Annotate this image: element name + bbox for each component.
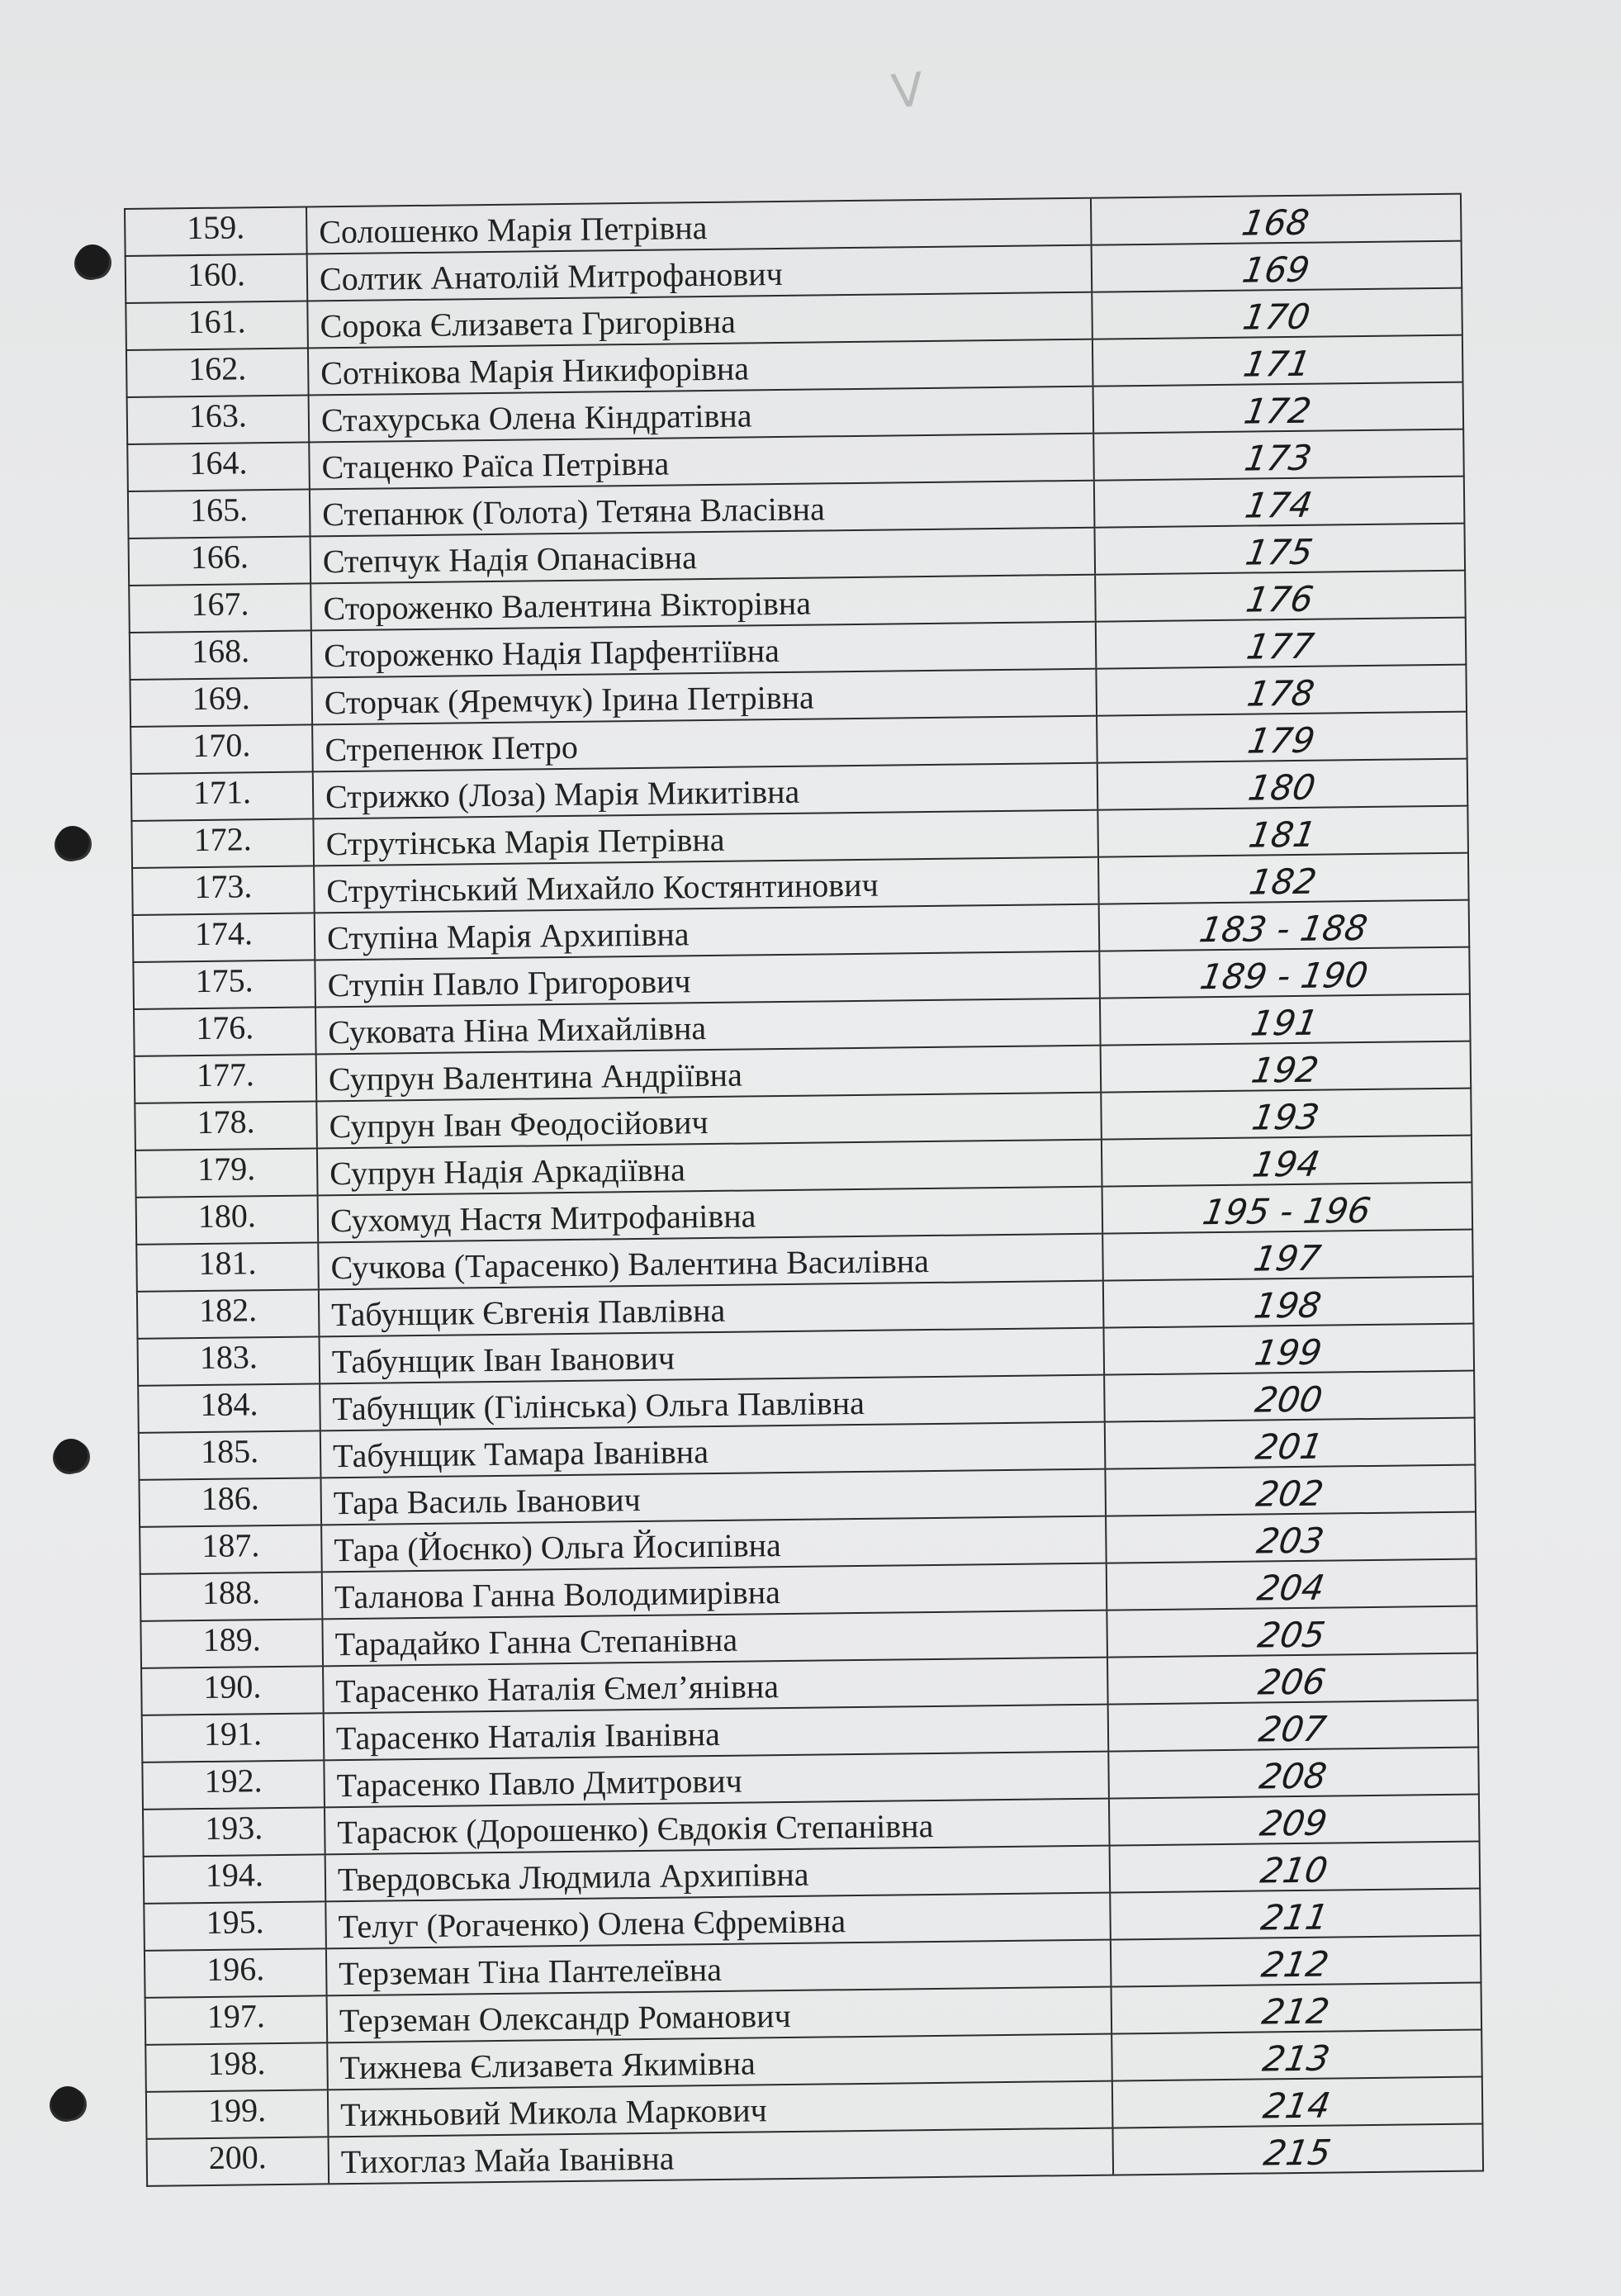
row-number: 193. <box>144 1808 326 1855</box>
person-name: Сторчак (Яремчук) Ірина Петрівна <box>312 670 1097 724</box>
page-number: 208 <box>1256 1755 1330 1797</box>
page-number: 212 <box>1259 1990 1333 2033</box>
page-number: 200 <box>1252 1378 1325 1421</box>
page-number: 209 <box>1257 1802 1330 1844</box>
row-number: 160. <box>126 254 309 301</box>
row-number: 162. <box>127 349 310 396</box>
person-name: Тарасенко Павло Дмитрович <box>325 1753 1110 1807</box>
row-number: 165. <box>129 490 311 537</box>
person-name: Твердовська Людмила Архипівна <box>326 1847 1111 1901</box>
person-name: Ступін Павло Григорович <box>315 952 1101 1007</box>
page-number: 171 <box>1240 343 1314 385</box>
person-name: Сухомуд Настя Митрофанівна <box>319 1188 1104 1242</box>
person-name: Сорока Єлизавета Григорівна <box>308 293 1093 348</box>
person-name: Стороженко Надія Парфентіївна <box>312 623 1097 677</box>
row-number: 166. <box>130 537 312 584</box>
person-name: Табунщик Євгенія Павлівна <box>320 1282 1105 1336</box>
row-number: 195. <box>145 1902 327 1949</box>
row-number: 187. <box>140 1525 323 1573</box>
person-name: Супрун Валентина Андріївна <box>317 1046 1102 1101</box>
page-number: 180 <box>1245 766 1319 809</box>
person-name: Струтінська Марія Петрівна <box>314 811 1099 866</box>
check-mark: V <box>889 63 927 120</box>
person-name: Тарасенко Наталія Іванівна <box>325 1705 1110 1760</box>
person-name: Стрижко (Лоза) Марія Микитівна <box>314 764 1099 818</box>
person-name: Струтінський Михайло Костянтинович <box>315 858 1100 913</box>
page-number: 175 <box>1242 531 1316 573</box>
page-number: 204 <box>1254 1567 1328 1609</box>
person-name: Стахурська Олена Кіндратівна <box>310 387 1095 442</box>
person-name: Тарадайко Ганна Степанівна <box>323 1611 1108 1666</box>
punch-hole-icon <box>56 826 89 859</box>
person-name: Табунщик Тамара Іванівна <box>321 1423 1107 1478</box>
person-name: Степчук Надія Опанасівна <box>311 529 1097 583</box>
page-number: 207 <box>1256 1708 1330 1750</box>
page-number: 210 <box>1258 1849 1331 1891</box>
row-number: 181. <box>137 1243 320 1290</box>
person-name: Сучкова (Тарасенко) Валентина Василівна <box>319 1235 1104 1289</box>
row-number: 172. <box>132 819 315 866</box>
row-number: 183. <box>139 1337 321 1384</box>
page-number: 192 <box>1249 1049 1322 1091</box>
page-number: 182 <box>1246 861 1320 903</box>
page-number: 178 <box>1244 672 1318 714</box>
page-number: 181 <box>1245 814 1320 856</box>
row-number: 175. <box>134 961 316 1008</box>
page-number: 193 <box>1249 1096 1322 1138</box>
page-number: 213 <box>1259 2037 1333 2080</box>
row-number: 192. <box>143 1761 325 1808</box>
person-name: Сотнікова Марія Никифорівна <box>309 340 1094 395</box>
row-number: 163. <box>128 396 310 443</box>
person-name: Тара Василь Іванович <box>321 1470 1107 1525</box>
row-number: 190. <box>142 1667 325 1714</box>
page-number: 183 - 188 <box>1197 907 1371 951</box>
person-name: Тихоглаз Майа Іванівна <box>329 2129 1115 2184</box>
row-number: 197. <box>146 1996 329 2043</box>
person-name: Терземан Тіна Пантелеївна <box>327 1941 1112 1995</box>
page-number: 179 <box>1244 719 1318 761</box>
person-name: Табунщик Іван Іванович <box>320 1329 1106 1383</box>
page-number: 214 <box>1260 2085 1334 2127</box>
punch-hole-icon <box>76 244 109 278</box>
row-number: 198. <box>146 2043 329 2090</box>
person-name: Суковата Ніна Михайлівна <box>316 999 1102 1054</box>
row-number: 184. <box>139 1384 321 1431</box>
page-number: 211 <box>1258 1896 1331 1938</box>
person-name: Тижньовий Микола Маркович <box>329 2082 1114 2137</box>
person-name: Солошенко Марія Петрівна <box>307 199 1093 254</box>
page-number: 177 <box>1244 625 1317 667</box>
person-name: Стороженко Валентина Вікторівна <box>311 576 1097 630</box>
row-number: 188. <box>141 1573 324 1620</box>
page-number: 176 <box>1243 578 1316 620</box>
row-number: 180. <box>137 1196 320 1243</box>
page-number: 169 <box>1239 249 1313 291</box>
person-name: Супрун Надія Аркадіївна <box>318 1141 1103 1195</box>
person-name: Таланова Ганна Володимирівна <box>323 1564 1108 1619</box>
person-name: Стаценко Раїса Петрівна <box>310 434 1095 489</box>
person-name: Тара (Йоєнко) Ольга Йосипівна <box>322 1517 1107 1572</box>
person-name: Степанюк (Голота) Тетяна Власівна <box>310 481 1096 536</box>
row-number: 161. <box>126 301 309 349</box>
row-number: 167. <box>130 584 312 631</box>
row-number: 169. <box>130 678 313 725</box>
page-number: 198 <box>1251 1284 1325 1326</box>
person-name: Терземан Олександр Романович <box>328 1988 1113 2042</box>
page-number: 174 <box>1242 484 1315 526</box>
person-name: Стрепенюк Петро <box>313 717 1098 771</box>
page-number: 197 <box>1250 1237 1324 1279</box>
row-number: 194. <box>145 1855 327 1902</box>
person-name: Солтик Анатолій Митрофанович <box>308 246 1093 301</box>
row-number: 191. <box>143 1714 325 1761</box>
row-number: 176. <box>135 1008 317 1055</box>
page-number: 172 <box>1241 390 1315 432</box>
person-name: Супрун Іван Феодосійович <box>317 1093 1102 1148</box>
page-number: 194 <box>1249 1143 1323 1185</box>
page-number: 191 <box>1248 1002 1321 1044</box>
row-number: 171. <box>132 772 315 819</box>
row-number: 168. <box>130 631 313 678</box>
person-name: Тарасенко Наталія Ємел’янівна <box>324 1658 1109 1713</box>
row-number: 178. <box>135 1102 318 1149</box>
page-number: 203 <box>1254 1520 1327 1562</box>
row-number: 179. <box>136 1149 319 1196</box>
person-name: Ступіна Марія Архипівна <box>315 905 1101 960</box>
page-number: 215 <box>1260 2132 1334 2174</box>
page-number: 195 - 196 <box>1200 1189 1374 1233</box>
row-number: 164. <box>128 443 310 490</box>
row-number: 200. <box>148 2137 330 2185</box>
row-number: 186. <box>140 1478 322 1525</box>
person-name: Тижнева Єлизавета Якимівна <box>328 2035 1113 2090</box>
person-name: Телуг (Рогаченко) Олена Єфремівна <box>326 1894 1111 1948</box>
punch-hole-icon <box>51 2086 84 2119</box>
page-number: 199 <box>1251 1331 1325 1373</box>
row-number: 199. <box>147 2090 329 2137</box>
punch-hole-icon <box>55 1439 88 1472</box>
row-number: 174. <box>134 913 316 961</box>
row-number: 177. <box>135 1055 318 1102</box>
register-table <box>124 193 1484 2187</box>
page-number: 212 <box>1258 1943 1332 1985</box>
page-number: 189 - 190 <box>1197 954 1372 998</box>
row-number: 159. <box>126 207 308 254</box>
page-number: 202 <box>1253 1473 1327 1515</box>
page-number: 170 <box>1239 296 1313 338</box>
row-number: 185. <box>140 1431 322 1478</box>
row-number: 196. <box>145 1949 328 1996</box>
page-number: 205 <box>1254 1614 1329 1656</box>
row-number: 182. <box>138 1290 320 1337</box>
row-number: 170. <box>131 725 314 772</box>
row-number: 189. <box>141 1620 324 1667</box>
row-number: 173. <box>133 866 315 913</box>
page-number: 173 <box>1241 437 1315 479</box>
person-name: Табунщик (Гілінська) Ольга Павлівна <box>320 1376 1106 1430</box>
person-name: Тарасюк (Дорошенко) Євдокія Степанівна <box>325 1800 1111 1854</box>
page-number: 206 <box>1255 1661 1329 1703</box>
page-number: 168 <box>1239 202 1312 244</box>
page-number: 201 <box>1253 1426 1326 1468</box>
